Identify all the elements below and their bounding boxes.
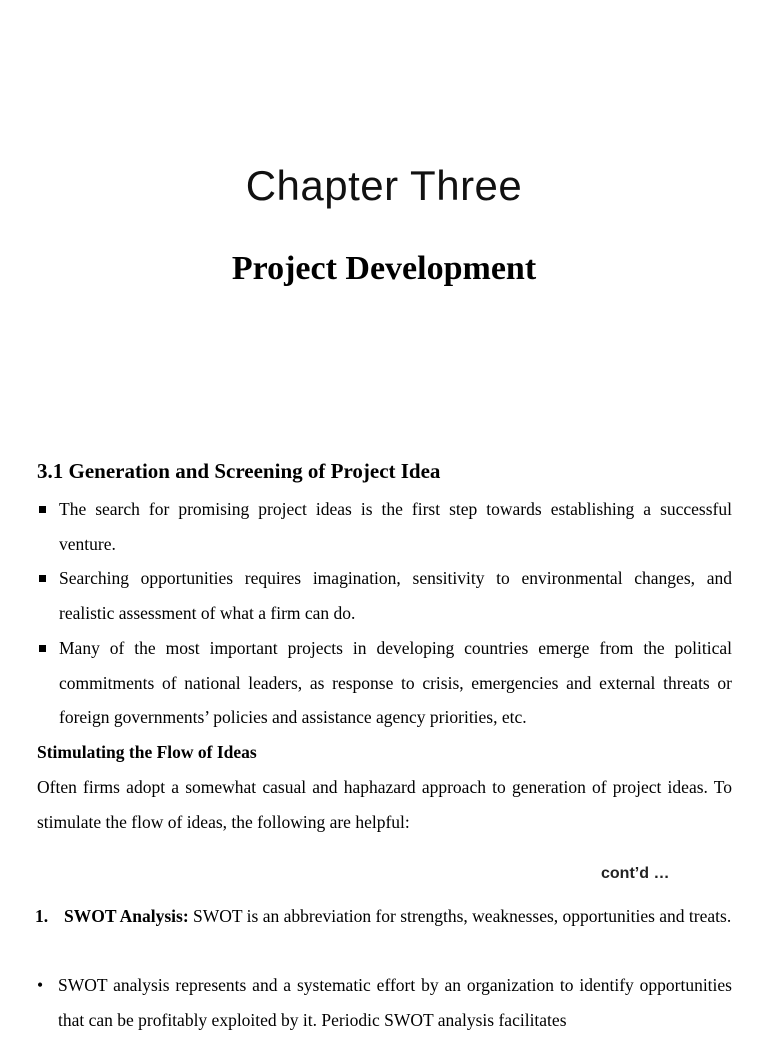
chapter-subtitle: Project Development bbox=[231, 250, 537, 287]
chapter-title: Chapter Three bbox=[245, 162, 523, 209]
list-item-text: SWOT analysis represents and a systematic effort by an organization to identify opportunities that can be profitably exploited by it. Periodic SWOT analysis facilitates bbox=[58, 975, 732, 1030]
list-item-text: SWOT is an abbreviation for strengths, weaknesses, opportunities and treats. bbox=[188, 906, 732, 926]
square-bullet-icon bbox=[39, 506, 46, 513]
idea-bullet-list bbox=[37, 492, 732, 735]
list-item-text: Many of the most important projects in developing countries emerge from the political commitments of national leaders, as response to crisis, emergencies and external threats or foreign governments’ policies and assistance agency priorities, etc. bbox=[59, 637, 732, 728]
list-item-text: Searching opportunities requires imagination, sensitivity to environmental changes, and realistic assessment of what a firm can do. bbox=[59, 568, 732, 624]
square-bullet-icon bbox=[39, 645, 46, 652]
round-bullet-icon: • bbox=[37, 975, 44, 995]
section-heading: 3.1 Generation and Screening of Project Idea bbox=[37, 459, 441, 483]
technique-numbered-list bbox=[37, 899, 732, 934]
list-item bbox=[37, 631, 732, 735]
stimulating-paragraph: Often firms adopt a somewhat casual and haphazard approach to generation of project ideas. To stimulate the flow of ideas, the following are helpful: bbox=[37, 777, 732, 832]
square-bullet-icon bbox=[39, 575, 46, 582]
swot-bullet-list bbox=[37, 968, 732, 1037]
stimulating-heading: Stimulating the Flow of Ideas bbox=[37, 742, 257, 762]
list-item bbox=[37, 968, 732, 1037]
list-number: 1. bbox=[35, 906, 49, 926]
list-item bbox=[37, 561, 732, 630]
list-item bbox=[37, 492, 732, 561]
list-item-term: SWOT Analysis: bbox=[64, 906, 189, 926]
list-item-text: The search for promising project ideas is the first step towards establishing a successful venture. bbox=[59, 499, 732, 554]
list-item bbox=[37, 899, 732, 934]
continued-label: cont’d … bbox=[601, 865, 670, 882]
